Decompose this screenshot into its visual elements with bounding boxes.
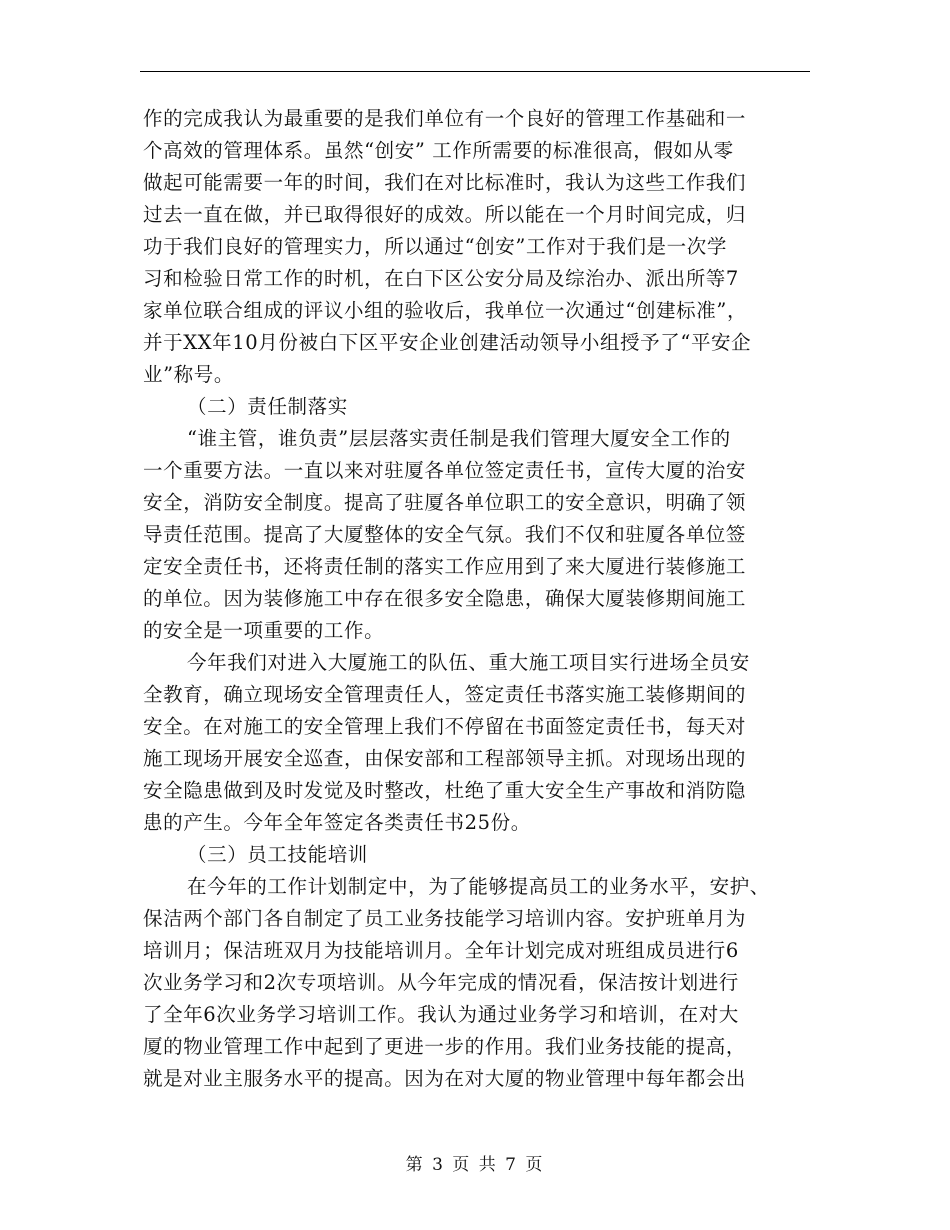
text-line: 并于XX年10月份被白下区平安企业创建活动领导小组授予了“平安企 [143,331,752,354]
text-line: 安全，消防安全制度。提高了驻厦各单位职工的安全意识，明确了领 [143,491,747,514]
text-line: 在今年的工作计划制定中，为了能够提高员工的业务水平，安护、 [187,875,770,898]
text-line: 做起可能需要一年的时间，我们在对比标准时，我认为这些工作我们 [143,171,747,194]
text-line: （二）责任制落实 [187,395,348,418]
text-line: 个高效的管理体系。虽然“创安” 工作所需要的标准很高，假如从零 [143,139,734,162]
text-line: 保洁两个部门各自制定了员工业务技能学习培训内容。安护班单月为 [143,907,747,930]
text-line: 培训月；保洁班双月为技能培训月。全年计划完成对班组成员进行6 [143,939,739,962]
text-line: 定安全责任书，还将责任制的落实工作应用到了来大厦进行装修施工 [143,555,747,578]
text-line: 安全隐患做到及时发觉及时整改，杜绝了重大安全生产事故和消防隐 [143,779,747,802]
text-line: “谁主管，谁负责”层层落实责任制是我们管理大厦安全工作的 [187,427,731,450]
text-line: 今年我们对进入大厦施工的队伍、重大施工项目实行进场全员安 [187,651,750,674]
text-line: 次业务学习和2次专项培训。从今年完成的情况看，保洁按计划进行 [143,971,739,994]
text-line: 作的完成我认为最重要的是我们单位有一个良好的管理工作基础和一 [143,107,747,130]
text-line: 就是对业主服务水平的提高。因为在对大厦的物业管理中每年都会出 [143,1067,747,1090]
text-line: 施工现场开展安全巡查，由保安部和工程部领导主抓。对现场出现的 [143,747,747,770]
text-line: 安全。在对施工的安全管理上我们不停留在书面签定责任书，每天对 [143,715,747,738]
text-line: 了全年6次业务学习培训工作。我认为通过业务学习和培训，在对大 [143,1003,739,1026]
header-rule [140,71,810,72]
text-line: 的安全是一项重要的工作。 [143,619,385,642]
text-line: 全教育，确立现场安全管理责任人，签定责任书落实施工装修期间的 [143,683,747,706]
page-number: 第 3 页 共 7 页 [405,1155,545,1175]
text-line: 业”称号。 [143,363,234,386]
text-line: 一个重要方法。一直以来对驻厦各单位签定责任书，宣传大厦的治安 [143,459,747,482]
text-line: 导责任范围。提高了大厦整体的安全气氛。我们不仅和驻厦各单位签 [143,523,747,546]
text-line: 功于我们良好的管理实力，所以通过“创安”工作对于我们是一次学 [143,235,727,258]
text-line: 过去一直在做，并已取得很好的成效。所以能在一个月时间完成，归 [143,203,747,226]
text-line: 厦的物业管理工作中起到了更进一步的作用。我们业务技能的提高， [143,1035,747,1058]
text-line: 的单位。因为装修施工中存在很多安全隐患，确保大厦装修期间施工 [143,587,747,610]
document-body [143,103,810,1095]
text-line: （三）员工技能培训 [187,843,368,866]
text-line: 习和检验日常工作的时机，在白下区公安分局及综治办、派出所等7 [143,267,739,290]
text-line: 患的产生。今年全年签定各类责任书25份。 [143,811,531,834]
text-line: 家单位联合组成的评议小组的验收后，我单位一次通过“创建标准”， [143,299,748,322]
